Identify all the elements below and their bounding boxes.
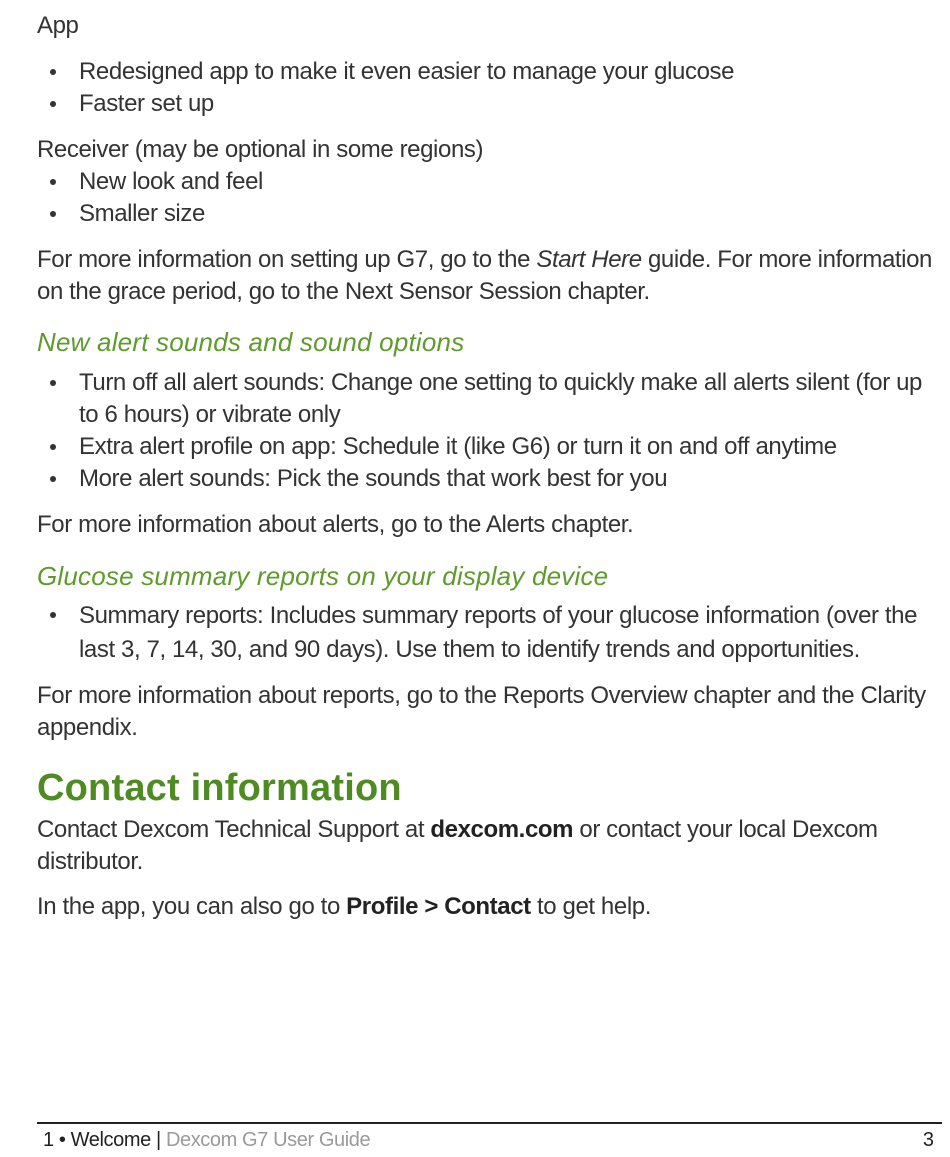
alert-features-list xyxy=(37,367,942,495)
footer-guide-title: Dexcom G7 User Guide xyxy=(165,1129,371,1151)
contact-support-paragraph xyxy=(37,814,942,878)
list-item: New look and feel xyxy=(37,166,942,198)
setup-info-paragraph xyxy=(37,244,942,308)
list-item: Extra alert profile on app: Schedule it (like G6) or turn it on and off anytime xyxy=(37,431,942,463)
receiver-features-list xyxy=(37,166,942,230)
list-item: More alert sounds: Pick the sounds that work best for you xyxy=(37,463,942,495)
alerts-section-heading: New alert sounds and sound options xyxy=(37,327,465,357)
footer-divider xyxy=(37,1122,942,1124)
footer-chapter-label xyxy=(43,1128,370,1152)
page-content xyxy=(37,10,942,923)
reports-section-heading: Glucose summary reports on your display device xyxy=(37,561,609,591)
dexcom-website-link[interactable]: dexcom.com xyxy=(430,816,574,843)
start-here-guide-name: Start Here xyxy=(536,246,642,273)
contact-text-1: Contact Dexcom Technical Support at xyxy=(37,816,431,843)
help-text-1: In the app, you can also go to xyxy=(37,893,347,920)
contact-section-heading: Contact information xyxy=(37,767,402,809)
setup-info-text-1: For more information on setting up G7, go to the xyxy=(37,246,537,273)
app-section-label: App xyxy=(37,12,79,39)
setup-info-text-2: guide. For more information on the grace period, go to the Next Sensor Session chapter. xyxy=(37,246,932,305)
list-item: Smaller size xyxy=(37,198,942,230)
profile-contact-path: Profile > Contact xyxy=(346,893,531,920)
page-number: 3 xyxy=(922,1129,934,1151)
app-features-list xyxy=(37,56,942,120)
list-item: Faster set up xyxy=(37,88,942,120)
app-help-paragraph xyxy=(37,891,942,923)
list-item: Turn off all alert sounds: Change one setting to quickly make all alerts silent (for up to 6 hours) or vibrate only xyxy=(37,367,942,431)
contact-text-2: or contact your local Dexcom distributor. xyxy=(37,816,878,875)
footer-chapter: 1 • Welcome | xyxy=(43,1129,166,1151)
reports-info-paragraph: For more information about reports, go to the Reports Overview chapter and the Clarity appendix. xyxy=(37,682,926,741)
help-text-2: to get help. xyxy=(530,893,651,920)
alerts-info-paragraph: For more information about alerts, go to the Alerts chapter. xyxy=(37,511,634,538)
list-item: Redesigned app to make it even easier to manage your glucose xyxy=(37,56,942,88)
receiver-section-label: Receiver (may be optional in some regions) xyxy=(37,136,484,163)
report-features-list xyxy=(37,599,950,667)
list-item: Summary reports: Includes summary reports of your glucose information (over the last 3, 7, 14, 30, and 90 days). Use them to identify trends and opportunities. xyxy=(37,599,950,667)
